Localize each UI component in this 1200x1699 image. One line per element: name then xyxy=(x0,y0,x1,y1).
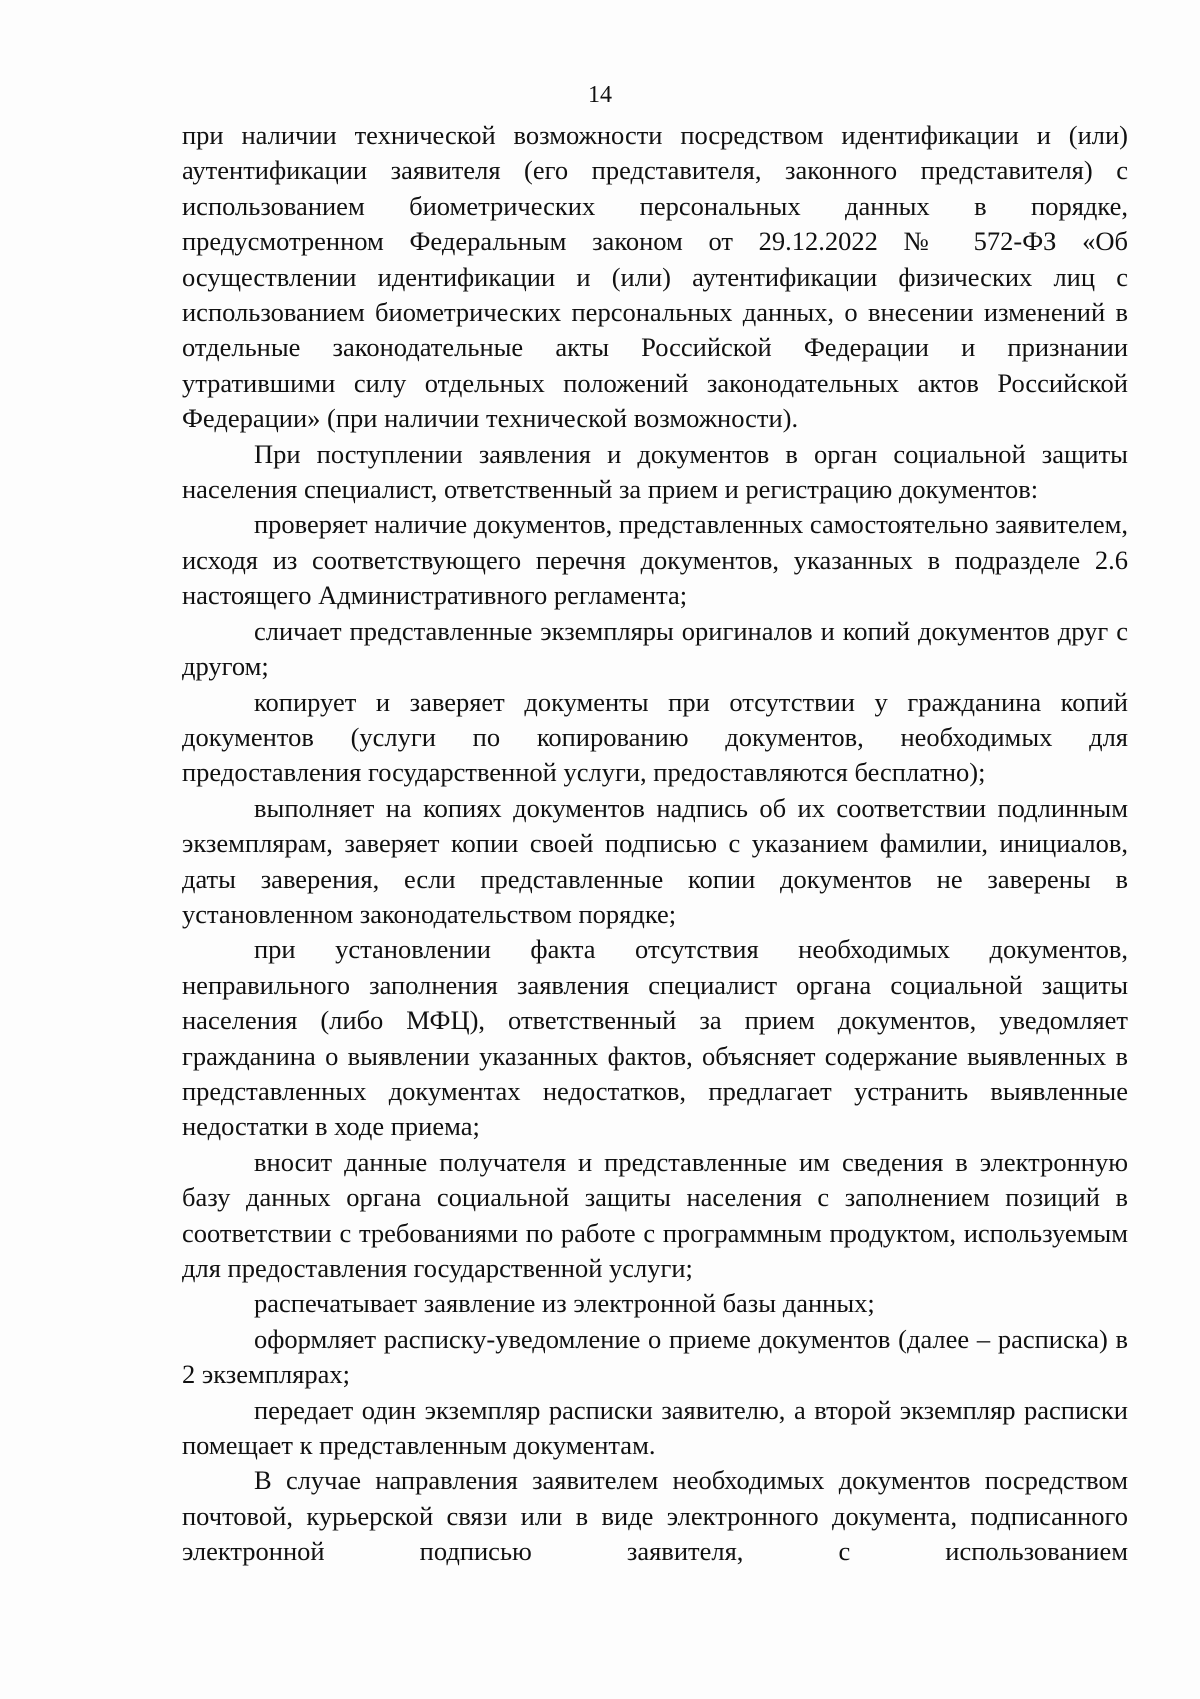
paragraph: вносит данные получателя и представленные им сведения в электронную базу данных органа социальной защиты населения с заполнением позиций в соответствии с требованиями по работе с программным продуктом, используемым для предоставления государственной услуги; xyxy=(182,1146,1128,1283)
page-number: 14 xyxy=(588,82,612,108)
paragraph: передает один экземпляр расписки заявителю, а второй экземпляр расписки помещает к представленным документам. xyxy=(182,1394,1128,1461)
paragraph: при установлении факта отсутствия необходимых документов, неправильного заполнения заявления специалист органа социальной защиты населения (либо МФЦ), ответственный за прием документов, уведомляет гражданина о выявлении указанных фактов, объясняет содержание выявленных в представленных документах недостатков, предлагает устранить выявленные недостатки в ходе приема; xyxy=(182,934,1128,1142)
paragraph: проверяет наличие документов, представленных самостоятельно заявителем, исходя из соответствующего перечня документов, указанных в подразделе 2.6 настоящего Административного регламента; xyxy=(182,509,1128,611)
document-body xyxy=(182,118,1128,1570)
paragraph: копирует и заверяет документы при отсутствии у гражданина копий документов (услуги по копированию документов, необходимых для предоставления государственной услуги, предоставляются бесплатно); xyxy=(182,686,1128,788)
paragraph: В случае направления заявителем необходимых документов посредством почтовой, курьерской связи или в виде электронного документа, подписанного электронной подписью заявителя, с использованием xyxy=(182,1465,1128,1567)
paragraph: оформляет расписку-уведомление о приеме документов (далее – расписка) в 2 экземплярах; xyxy=(182,1323,1128,1390)
paragraph: При поступлении заявления и документов в орган социальной защиты населения специалист, ответственный за прием и регистрацию документов: xyxy=(182,438,1128,505)
paragraph: при наличии технической возможности посредством идентификации и (или) аутентификации заявителя (его представителя, законного представителя) с использованием биометрических персональных данных в порядке, предусмотренном Федеральным законом от 29.12.2022 № 572-ФЗ «Об осуществлении идентификации и (или) аутентификации физических лиц с использованием биометрических персональных данных, о внесении изменений в отдельные законодательные акты Российской Федерации и признании утратившими силу отдельных положений законодательных актов Российской Федерации» (при наличии технической возможности). xyxy=(182,120,1128,434)
paragraph: сличает представленные экземпляры оригиналов и копий документов друг с другом; xyxy=(182,615,1128,682)
paragraph: распечатывает заявление из электронной базы данных; xyxy=(254,1288,875,1319)
paragraph: выполняет на копиях документов надпись об их соответствии подлинным экземплярам, заверяет копии своей подписью с указанием фамилии, инициалов, даты заверения, если представленные копии документов не заверены в установленном законодательством порядке; xyxy=(182,792,1128,929)
